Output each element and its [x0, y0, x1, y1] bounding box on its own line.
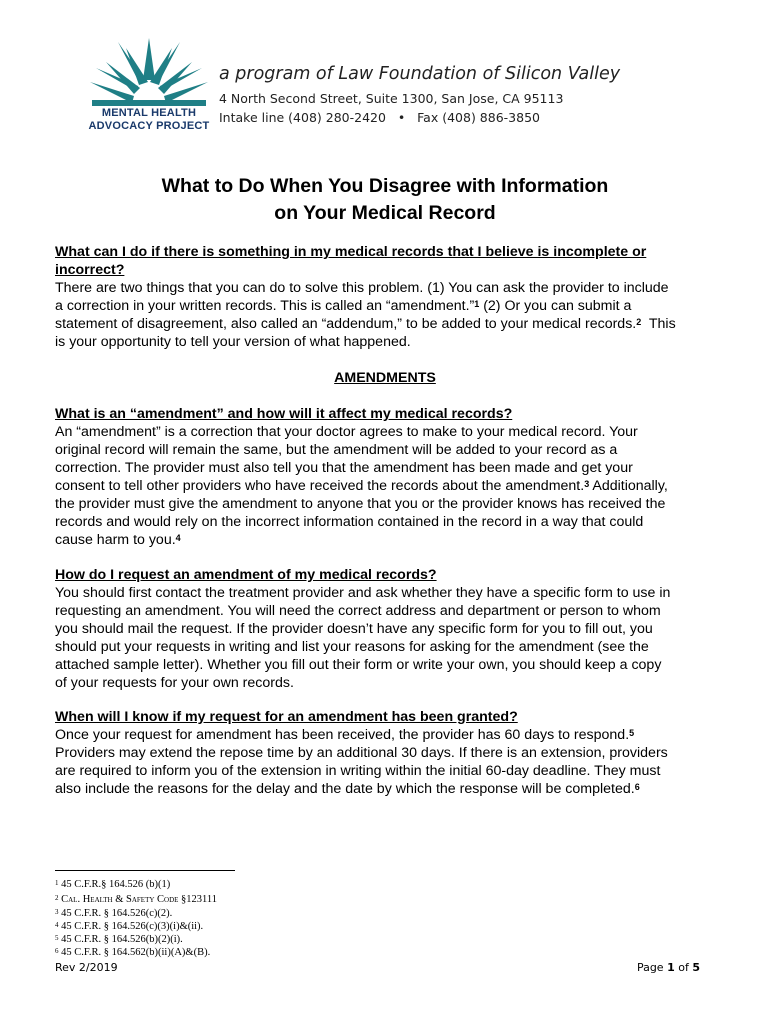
footnote-ref-1: 1: [474, 299, 480, 309]
intro-line-text: (2) Or you can submit a: [479, 298, 632, 314]
page-number: [637, 961, 700, 974]
footnote-number: 1: [55, 879, 59, 887]
section1-line: [55, 477, 715, 495]
amendments-heading: AMENDMENTS: [334, 370, 436, 386]
section1-line-text: cause harm to you.: [55, 532, 176, 548]
page-word: Page: [636, 961, 668, 974]
footnote-4: [55, 920, 203, 933]
section3-question: When will I know if my request for an amendment has been granted?: [55, 709, 518, 725]
section1-line-text: consent to tell other providers who have received the records about the amendment.: [55, 478, 585, 494]
section2-line: of your requests for your own records.: [55, 675, 294, 691]
intro-line: There are two things that you can do to solve this problem. (1) You can ask the provider to include: [55, 280, 669, 296]
section1-line: [55, 531, 715, 549]
footnote-number: 4: [55, 921, 59, 929]
intro-line-text: a correction in your written records. This is called an “amendment.”: [55, 298, 475, 314]
intro-line: [55, 315, 715, 333]
footnote-text: 45 C.F.R. § 164.526(b)(2)(i).: [58, 934, 183, 945]
program-tagline: a program of Law Foundation of Silicon Valley: [219, 64, 621, 84]
logo-text-line1: MENTAL HEALTH: [101, 107, 197, 119]
footnote-text: 45 C.F.R. § 164.526(c)(3)(i)&(ii).: [58, 921, 204, 932]
footnote-ref-6: 6: [634, 782, 640, 792]
intro-section: [55, 243, 715, 351]
footnote-6: [55, 946, 210, 959]
section2-line: you should mail the request. If the provider doesn’t have any specific form for you to fill out, you: [55, 621, 653, 637]
intro-line-text: This: [641, 316, 676, 332]
section3-line-text: Once your request for amendment has been received, the provider has 60 days to respond.: [55, 727, 630, 743]
logo-text-line2: ADVOCACY PROJECT: [88, 120, 210, 132]
footnote-text: §123111: [178, 894, 218, 905]
section3-line: are required to inform you of the extension in writing within the initial 60-day deadline. They must: [55, 763, 661, 779]
footnote-2: [55, 893, 217, 906]
section1-line: An “amendment” is a correction that your doctor agrees to make to your medical record. Your: [55, 424, 638, 440]
footnote-number: 2: [55, 894, 59, 902]
footnote-text: 45 C.F.R.§ 164.526 (b)(1): [58, 879, 171, 890]
footnote-text: 45 C.F.R. § 164.562(b)(ii)(A)&(B).: [58, 947, 211, 958]
total-pages: 5: [692, 961, 700, 974]
intro-line-text: statement of disagreement, also called an “addendum,” to be added to your medical records.: [55, 316, 637, 332]
address-line: 4 North Second Street, Suite 1300, San Jose, CA 95113: [219, 91, 564, 106]
section1-line: correction. The provider must also tell you that the amendment has been made and get your: [55, 460, 633, 476]
intro-question-line2: incorrect?: [55, 262, 125, 278]
document-title-line1: What to Do When You Disagree with Information: [161, 175, 609, 197]
section1-line-text: Additionally,: [589, 478, 668, 494]
section-what-is-amendment: [55, 405, 715, 549]
footnote-number: 6: [55, 947, 59, 955]
footnote-number: 5: [55, 934, 59, 942]
section3-line: Providers may extend the repose time by an additional 30 days. If there is an extension, providers: [55, 745, 668, 761]
footnote-text: 45 C.F.R. § 164.526(c)(2).: [58, 908, 173, 919]
section-how-request: [55, 566, 715, 692]
section1-line: the provider must give the amendment to anyone that you or the provider knows has received the: [55, 496, 666, 512]
footnote-number: 3: [55, 908, 59, 916]
contact-line: Intake line (408) 280-2420 • Fax (408) 886-3850: [219, 110, 540, 125]
section1-line: original record will remain the same, but the amendment will be added to your record as a: [55, 442, 618, 458]
section3-line: [55, 726, 715, 744]
current-page: 1: [667, 961, 675, 974]
intro-line: [55, 297, 715, 315]
footnote-ref-5: 5: [629, 728, 635, 738]
footnote-divider: [55, 870, 235, 871]
footnote-ref-2: 2: [636, 317, 642, 327]
organization-logo: [84, 38, 214, 138]
section2-question: How do I request an amendment of my medical records?: [55, 567, 437, 583]
section1-question: What is an “amendment” and how will it affect my medical records?: [55, 406, 513, 422]
footnote-text: Cal. Health & Safety Code: [58, 894, 179, 905]
revision-date: Rev 2/2019: [55, 961, 118, 974]
section3-line-text: also include the reasons for the delay and the date by which the response will be completed.: [55, 781, 635, 797]
starburst-logo-icon: [84, 38, 214, 108]
footnote-5: [55, 933, 183, 946]
section2-line: attached sample letter). Whether you fill out their form or write your own, you should keep a copy: [55, 657, 662, 673]
section-when-granted: [55, 708, 715, 798]
footnote-1: [55, 878, 170, 891]
footnote-3: [55, 907, 172, 920]
section2-line: requesting an amendment. You will need the correct address and department or person to whom: [55, 603, 661, 619]
section3-line: [55, 780, 715, 798]
intro-line: is your opportunity to tell your version of what happened.: [55, 334, 411, 350]
document-title-line2: on Your Medical Record: [274, 202, 496, 224]
intro-question-line1: What can I do if there is something in my medical records that I believe is incomplete or: [55, 244, 647, 260]
footnote-ref-4: 4: [175, 533, 181, 543]
section2-line: You should first contact the treatment provider and ask whether they have a specific form to use in: [55, 585, 671, 601]
section2-line: should put your requests in writing and list your reasons for asking for the amendment (see the: [55, 639, 649, 655]
of-word: of: [674, 961, 693, 974]
footnote-ref-3: 3: [584, 479, 590, 489]
section1-line: records and would rely on the incorrect information contained in the record in a way that could: [55, 514, 644, 530]
